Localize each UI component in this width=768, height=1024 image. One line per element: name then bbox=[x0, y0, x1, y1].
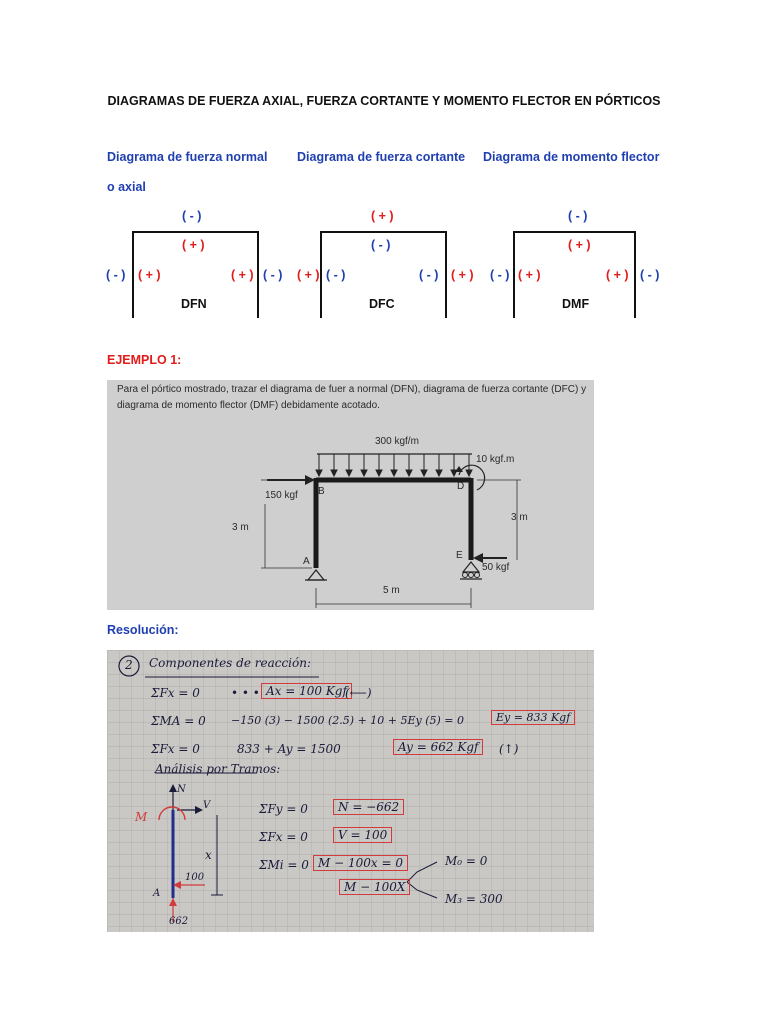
problem-figure bbox=[107, 380, 594, 610]
fbd-m-label: M bbox=[135, 810, 148, 824]
label-height-right: 3 m bbox=[511, 512, 528, 523]
fbd-reaction-y: 662 bbox=[169, 916, 189, 927]
heading-cortante: Diagrama de fuerza cortante bbox=[297, 150, 466, 164]
sign-right-out: ( - ) bbox=[263, 268, 283, 282]
sign-top-in: ( - ) bbox=[371, 238, 391, 252]
sign-right-out: ( - ) bbox=[640, 268, 660, 282]
problem-statement-line2: diagrama de momento flector (DMF) debidamente acotado. bbox=[117, 400, 380, 411]
eq3-result: Ay = 662 Kgf bbox=[393, 739, 483, 755]
eq3-tag: (↑) bbox=[499, 742, 519, 756]
sign-left-in: ( + ) bbox=[518, 268, 541, 282]
sign-left-in: ( - ) bbox=[326, 268, 346, 282]
label-span: 5 m bbox=[383, 585, 400, 596]
node-a: A bbox=[303, 556, 310, 567]
sign-top-in: ( + ) bbox=[182, 238, 205, 252]
sign-top-in: ( + ) bbox=[568, 238, 591, 252]
heading-momento: Diagrama de momento flector bbox=[483, 150, 660, 164]
sign-left-in: ( + ) bbox=[138, 268, 161, 282]
eq1-direction: (⟵) bbox=[345, 686, 372, 700]
eq2-result: Ey = 833 Kgf bbox=[491, 710, 575, 725]
resolution-heading: Resolución: bbox=[107, 623, 179, 637]
eq2-left: ΣMA = 0 bbox=[151, 714, 206, 728]
eq1-result: Ax = 100 Kgf bbox=[261, 683, 352, 699]
node-d: D bbox=[457, 481, 465, 492]
sign-top-out: ( + ) bbox=[371, 209, 394, 223]
fbd-a-label: A bbox=[153, 888, 161, 899]
frame-label-dmf: DMF bbox=[562, 297, 590, 311]
analysis-heading: Análisis por Tramos: bbox=[155, 762, 281, 776]
r3-result: M − 100X bbox=[339, 879, 410, 895]
label-dist-load: 300 kgf/m bbox=[375, 436, 419, 447]
r1-left: ΣFy = 0 bbox=[259, 802, 308, 816]
node-e: E bbox=[456, 550, 463, 561]
heading-normal: Diagrama de fuerza normal bbox=[107, 150, 268, 164]
r3-equation: M − 100x = 0 bbox=[313, 855, 408, 871]
sign-left-out: ( - ) bbox=[106, 268, 126, 282]
note-heading: Componentes de reacción: bbox=[149, 656, 312, 670]
moment-at-0: M₀ = 0 bbox=[445, 854, 488, 868]
sign-top-out: ( - ) bbox=[568, 209, 588, 223]
eq3-mid: 833 + Ay = 1500 bbox=[237, 742, 341, 756]
page-title: DIAGRAMAS DE FUERZA AXIAL, FUERZA CORTANTE Y MOMENTO FLECTOR EN PÓRTICOS bbox=[107, 94, 661, 108]
frame-label-dfn: DFN bbox=[181, 297, 207, 311]
eq2-mid: −150 (3) − 1500 (2.5) + 10 + 5Ey (5) = 0 bbox=[231, 714, 465, 727]
problem-statement-line1: Para el pórtico mostrado, trazar el diagrama de fuer a normal (DFN), diagrama de fuerza cortante (DFC) y bbox=[117, 384, 587, 395]
heading-normal-line2: o axial bbox=[107, 180, 146, 194]
label-height-left: 3 m bbox=[232, 522, 249, 533]
frame-structure-drawing bbox=[107, 380, 594, 610]
handwritten-notes bbox=[107, 650, 594, 932]
node-b: B bbox=[318, 486, 325, 497]
sign-right-in: ( + ) bbox=[231, 268, 254, 282]
moment-at-3: M₃ = 300 bbox=[445, 892, 503, 906]
label-horiz-load: 150 kgf bbox=[265, 490, 298, 501]
fbd-n-label: N bbox=[177, 784, 186, 795]
label-moment: 10 kgf.m bbox=[476, 454, 515, 465]
frame-label-dfc: DFC bbox=[369, 297, 395, 311]
fbd-v-label: V bbox=[203, 800, 211, 811]
fbd-x-label: x bbox=[205, 848, 212, 862]
note-step: 2 bbox=[125, 658, 133, 672]
sign-left-out: ( + ) bbox=[297, 268, 320, 282]
r1-result: N = −662 bbox=[333, 799, 404, 815]
label-right-load: 50 kgf bbox=[482, 562, 510, 573]
fbd-reaction-x: 100 bbox=[185, 872, 205, 883]
sign-right-in: ( - ) bbox=[419, 268, 439, 282]
example-heading: EJEMPLO 1: bbox=[107, 353, 182, 367]
r2-result: V = 100 bbox=[333, 827, 392, 843]
r2-left: ΣFx = 0 bbox=[259, 830, 308, 844]
sign-left-out: ( - ) bbox=[490, 268, 510, 282]
r3-left: ΣMi = 0 bbox=[259, 858, 309, 872]
sign-right-in: ( + ) bbox=[606, 268, 629, 282]
eq1-mid: • • • bbox=[231, 686, 260, 700]
eq1-left: ΣFx = 0 bbox=[151, 686, 200, 700]
eq3-left: ΣFx = 0 bbox=[151, 742, 200, 756]
sign-right-out: ( + ) bbox=[451, 268, 474, 282]
sign-top-out: ( - ) bbox=[182, 209, 202, 223]
